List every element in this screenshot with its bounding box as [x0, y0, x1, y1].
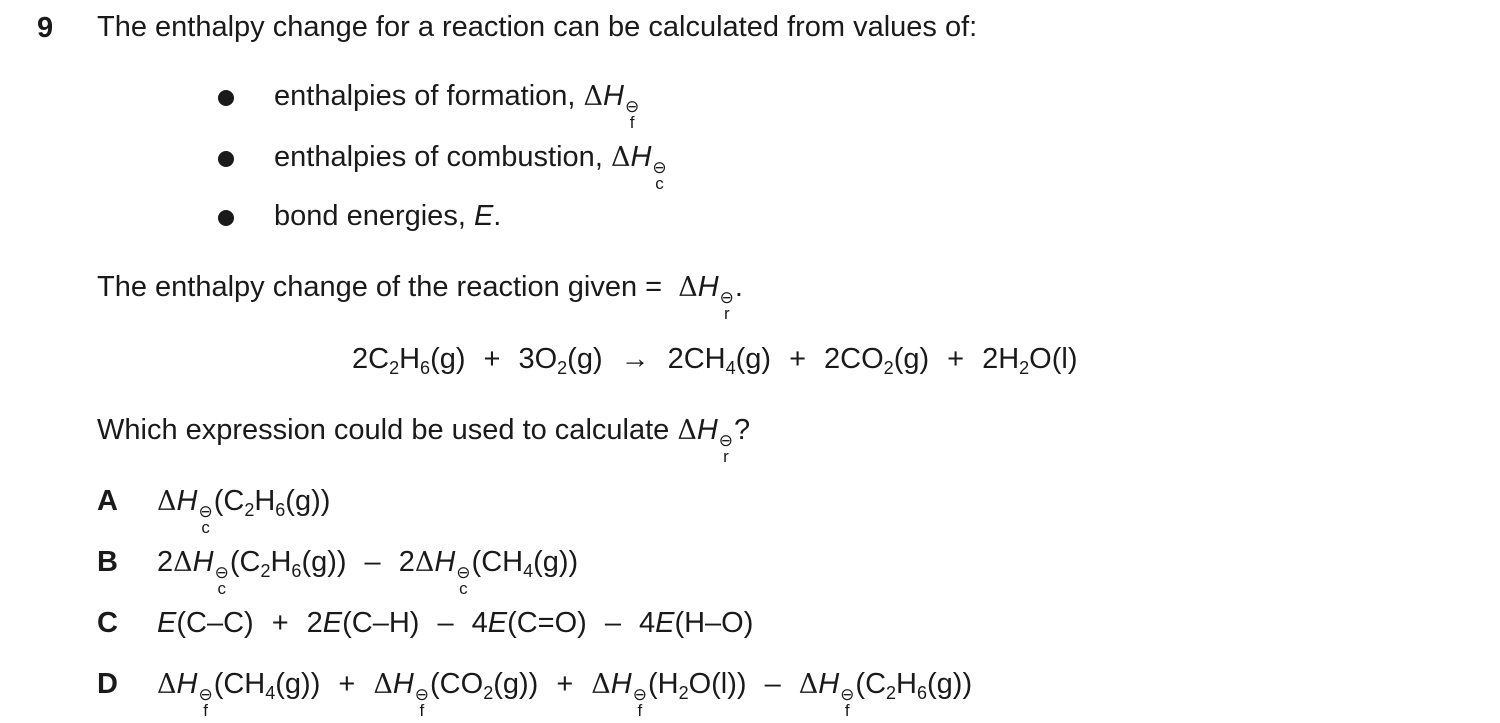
- bullet-label: bond energies,: [274, 200, 466, 232]
- bullet-label: enthalpies of combustion,: [274, 141, 603, 173]
- option-d-text[interactable]: ΔH ⊖ f $(CH_4(g)) + \Delta H$ ⊖ f $(CO_2(g)) + \Delta H$ ⊖ f $(H_2O(l))$ – ΔH ⊖ f $(C_2H_6(g))$: [157, 668, 973, 720]
- option-a-letter[interactable]: A: [97, 485, 118, 517]
- reaction-stem: The enthalpy change of the reaction given = ΔH ⊖ r .: [97, 271, 743, 323]
- option-b-text[interactable]: 2ΔH ⊖ c $(C_2H_6(g)) - 2\Delta H$ ⊖ c $(CH_4(g))$: [157, 546, 579, 598]
- option-a-text[interactable]: ΔH ⊖ c $(C_2H_6(g))$: [157, 485, 331, 537]
- bullet-combustion: enthalpies of combustion, ΔH ⊖ c: [274, 141, 667, 193]
- bullet-dot-3: [218, 210, 234, 226]
- chemical-equation: $2C_2H_6(g) + 3O_2(g) \to 2CH_4(g) + 2CO_2(g) + 2H_2O(l)$: [352, 343, 1078, 378]
- question-number: 9: [37, 12, 54, 44]
- bullet-bond-energies: bond energies, E.: [274, 200, 502, 232]
- option-d-letter[interactable]: D: [97, 668, 118, 700]
- bullet-dot-2: [218, 151, 234, 167]
- option-c-letter[interactable]: C: [97, 607, 118, 639]
- option-c-text[interactable]: E(C–C) + 2E(C–H) – 4E(C=O) – 4E(H–O): [157, 607, 754, 639]
- arrow-icon: →: [620, 343, 650, 375]
- option-b-letter[interactable]: B: [97, 546, 118, 578]
- question-prompt: Which expression could be used to calculate ΔH ⊖ r ?: [97, 414, 751, 466]
- question-intro: The enthalpy change for a reaction can be calculated from values of:: [97, 11, 978, 43]
- bullet-dot-1: [218, 90, 234, 106]
- bullet-label: enthalpies of formation,: [274, 80, 576, 112]
- bullet-formation: enthalpies of formation, ΔH ⊖ f: [274, 80, 640, 132]
